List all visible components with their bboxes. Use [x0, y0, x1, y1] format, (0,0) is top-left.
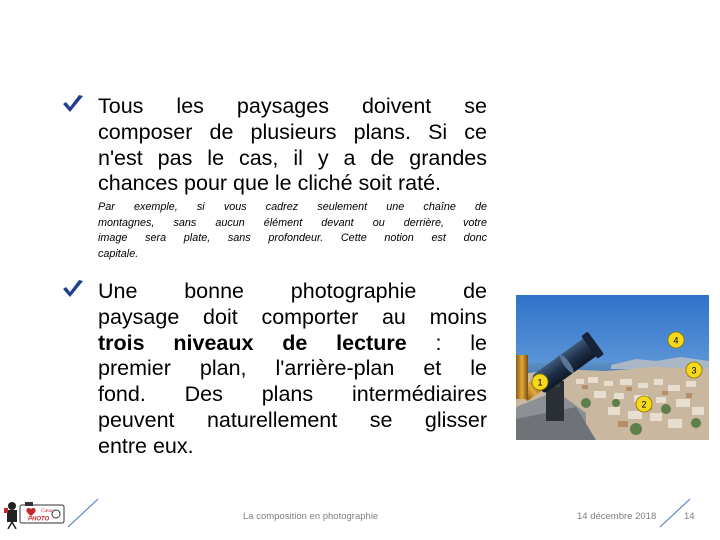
checkmark-icon — [62, 94, 84, 114]
note-line: capitale. — [98, 247, 139, 260]
logo-text-top: Cœur — [41, 508, 54, 514]
footer-title: La composition en photographie — [243, 511, 379, 522]
bullet-1-line: Tous les paysages doivent se — [98, 94, 487, 118]
bold-phrase: trois niveaux de lecture — [98, 330, 407, 355]
marker-3-label: 3 — [691, 365, 697, 376]
bullet-2-line: Une bonne photographie de — [98, 279, 487, 303]
footer-divider-left — [66, 498, 100, 528]
bullet-1-line: chances pour que le cliché soit raté. — [98, 171, 442, 196]
telescope-landscape-photo — [516, 295, 709, 440]
page-number: 14 — [684, 511, 695, 522]
bullet-2-text — [98, 279, 487, 460]
bullet-2-line — [98, 331, 487, 357]
marker-4-label: 4 — [673, 335, 679, 346]
marker-2 — [636, 396, 652, 412]
marker-2-label: 2 — [641, 399, 647, 410]
footer-date: 14 décembre 2018 — [577, 511, 657, 522]
note-line: Par exemple, si vous cadrez seulement une chaîne de — [98, 201, 487, 213]
bullet-1-line: composer de plusieurs plans. Si ce — [98, 119, 487, 144]
bullet-2-line: entre eux. — [98, 433, 194, 458]
marker-4 — [668, 332, 684, 348]
marker-1-label: 1 — [537, 377, 543, 388]
bullet-2-line: paysage doit comporter au moins — [98, 304, 487, 329]
note-line: montagnes, sans aucun élément devant ou derrière, votre — [98, 216, 487, 229]
bullet-2-line: fond. Des plans intermédiaires — [98, 382, 487, 407]
club-logo — [4, 499, 66, 529]
checkmark-icon — [62, 279, 84, 299]
bullet-2-line: peuvent naturellement se glisser — [98, 407, 487, 432]
marker-3 — [686, 362, 702, 378]
note-line: image sera plate, sans profondeur. Cette notion est donc — [98, 232, 487, 245]
bullet-1-line: n'est pas le cas, il y a de grandes — [98, 145, 487, 170]
bullet-1-text — [98, 94, 487, 197]
logo-text-bottom: PHOTO — [28, 516, 50, 523]
bullet-1-note — [98, 200, 487, 262]
marker-1 — [532, 374, 548, 390]
bullet-2-line-rest: : le — [406, 330, 487, 355]
bullet-2-line: premier plan, l'arrière-plan et le — [98, 356, 487, 381]
